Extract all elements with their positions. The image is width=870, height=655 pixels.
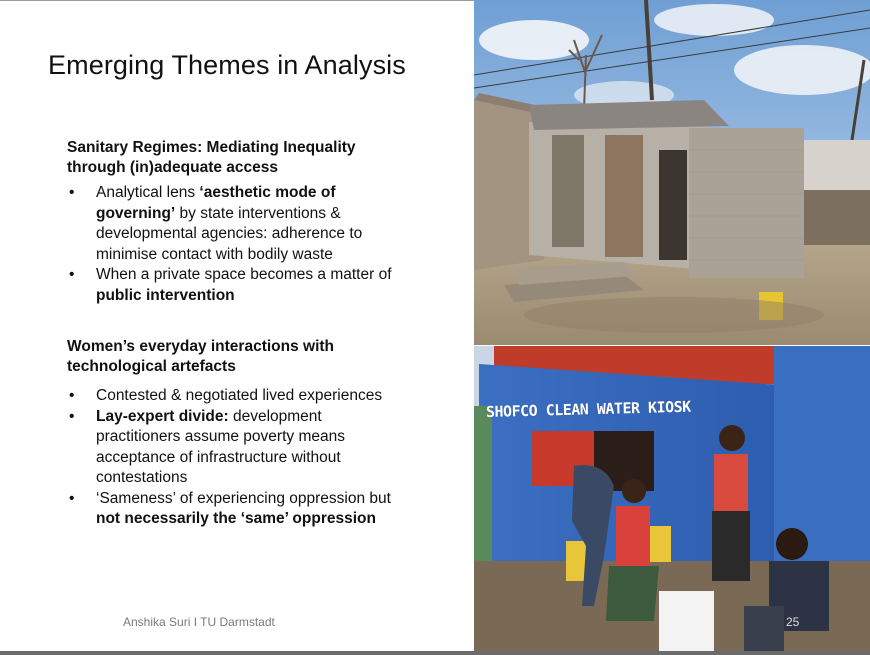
section-heading-womens-interactions: Women’s everyday interactions with technological artefacts	[67, 338, 335, 375]
bullet-item	[67, 183, 407, 265]
page-number: 25	[786, 615, 800, 629]
bullet-text: Analytical lens	[96, 184, 200, 201]
section-heading-sanitary-regimes: Sanitary Regimes: Mediating Inequality through (in)adequate access	[67, 139, 356, 176]
kiosk-sign-text: SHOFCO CLEAN WATER KIOSK	[485, 397, 691, 421]
bullet-text: development practitioners assume poverty means acceptance of infrastructure without contestations	[96, 407, 345, 486]
bullet-text: When a private space becomes a matter of	[96, 266, 392, 283]
bullet-item	[67, 407, 407, 489]
bullet-bold-text: ‘aesthetic mode of governing’	[96, 184, 336, 222]
bullet-bold-text: not necessarily the ‘same’ oppression	[96, 510, 376, 527]
slide-bottom-border	[0, 651, 870, 655]
bullet-bold-text: Lay-expert divide:	[96, 407, 229, 425]
bullet-item	[67, 265, 407, 306]
slide-title: Emerging Themes in Analysis	[48, 50, 406, 80]
bullet-bold-text: public intervention	[96, 286, 235, 304]
bullet-item	[67, 386, 407, 407]
slide-footer: Anshika Suri I TU Darmstadt	[123, 615, 275, 629]
water-kiosk-photo	[474, 346, 870, 652]
bullet-list-womens-interactions	[67, 386, 407, 530]
bullet-list-sanitary-regimes	[67, 183, 407, 306]
latrine-photo	[474, 0, 870, 345]
bullet-text: ‘Sameness’ of experiencing oppression but	[96, 489, 391, 507]
bullet-text: Contested & negotiated lived experiences	[96, 387, 383, 404]
bullet-text: by state interventions & developmental agencies: adherence to minimise contact with bodily waste	[96, 204, 363, 263]
bullet-item	[67, 489, 407, 530]
